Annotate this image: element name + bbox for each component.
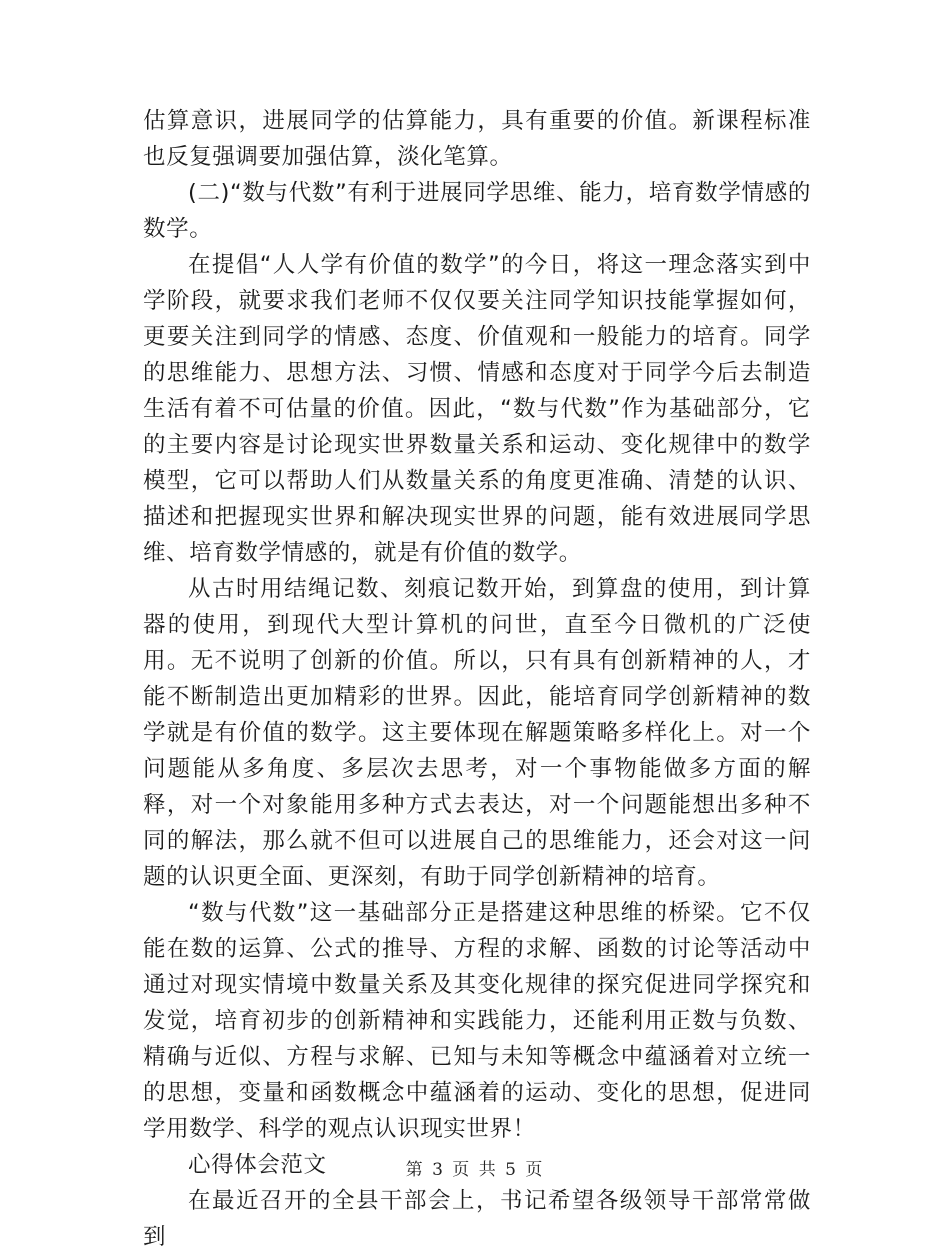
paragraph: 在提倡“人人学有价值的数学”的今日，将这一理念落实到中学阶段，就要求我们老师不仅仅要关注同学知识技能掌握如何，更要关注到同学的情感、态度、价值观和一般能力的培育。同学的思维能力、思想方法、习惯、情感和态度对于同学今后去制造生活有着不可估量的价值。因此，“数与代数”作为基础部分，它的主要内容是讨论现实世界数量关系和运动、变化规律中的数学模型，它可以帮助人们从数量关系的角度更准确、清楚的认识、描述和把握现实世界和解决现实世界的问题，能有效进展同学思维、培育数学情感的，就是有价值的数学。 — [143, 252, 811, 566]
page-number-footer: 第 3 页 共 5 页 — [405, 1160, 545, 1180]
subsection-title: 心得体会范文 — [188, 1152, 327, 1178]
document-body — [143, 103, 811, 1255]
paragraph: 从古时用结绳记数、刻痕记数开始，到算盘的使用，到计算器的使用，到现代大型计算机的问世，直至今日微机的广泛使用。无不说明了创新的价值。所以，只有具有创新精神的人，才能不断制造出更加精彩的世界。因此，能培育同学创新精神的数学就是有价值的数学。这主要体现在解题策略多样化上。对一个问题能从多角度、多层次去思考，对一个事物能做多方面的解释，对一个对象能用多种方式去表达，对一个问题能想出多种不同的解法，那么就不但可以进展自己的思维能力，还会对这一问题的认识更全面、更深刻，有助于同学创新精神的培育。 — [143, 576, 811, 890]
paragraph: 估算意识，进展同学的估算能力，具有重要的价值。新课程标准也反复强调要加强估算，淡化笔算。 — [143, 108, 811, 170]
section-heading: (二)“数与代数”有利于进展同学思维、能力，培育数学情感的数学。 — [143, 180, 811, 242]
paragraph: 在最近召开的全县干部会上，书记希望各级领导干部常常做到 — [143, 1188, 811, 1250]
paragraph: “数与代数”这一基础部分正是搭建这种思维的桥梁。它不仅能在数的运算、公式的推导、方程的求解、函数的讨论等活动中通过对现实情境中数量关系及其变化规律的探究促进同学探究和发觉，培育初步的创新精神和实践能力，还能利用正数与负数、精确与近似、方程与求解、已知与未知等概念中蕴涵着对立统一的思想，变量和函数概念中蕴涵着的运动、变化的思想，促进同学用数学、科学的观点认识现实世界！ — [143, 900, 811, 1142]
